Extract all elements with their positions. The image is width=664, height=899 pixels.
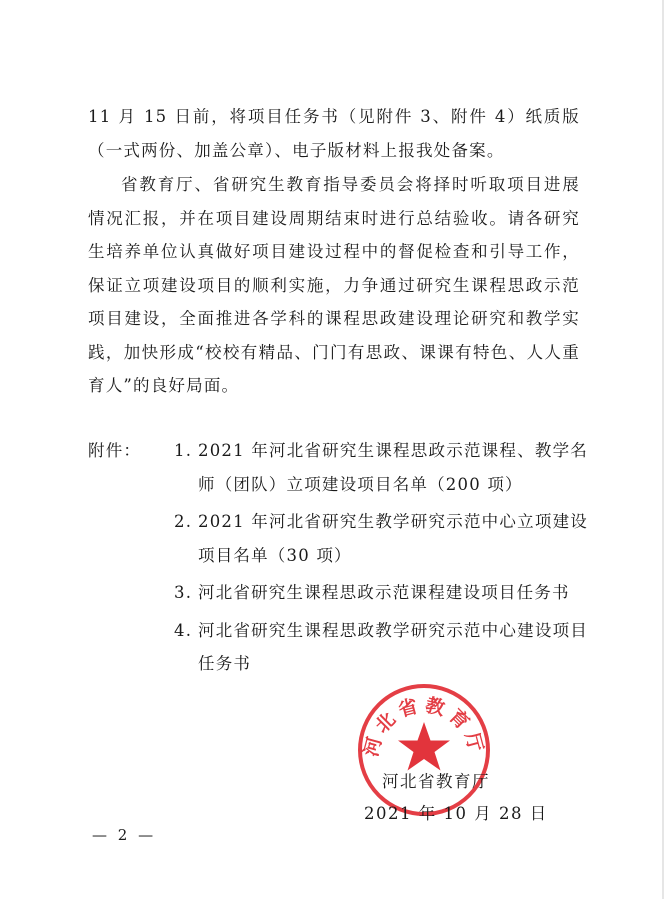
issue-date: 2021 年 10 月 28 日 xyxy=(364,804,548,823)
attachment-list xyxy=(88,434,588,681)
body-paragraph: 省教育厅、省研究生教育指导委员会将择时听取项目进展情况汇报，并在项目建设周期结束时进行总结验收。请各研究生培养单位认真做好项目建设过程中的督促检查和引导工作，保证立项建设项目的顺利实施，力争通过研究生课程思政示范项目建设，全面推进各学科的课程思政建设理论研究和教学实践，加快形成“校校有精品、门门有思政、课课有特色、人人重育人”的良好局面。 xyxy=(88,175,580,395)
issuing-authority: 河北省教育厅 xyxy=(382,772,490,791)
seal-star-icon xyxy=(398,722,450,771)
attachment-item xyxy=(88,505,588,572)
attachment-item xyxy=(88,434,588,501)
attachment-number: 2. xyxy=(174,512,193,531)
page-number: — 2 — xyxy=(92,826,157,844)
official-seal-stamp xyxy=(354,680,494,820)
attachment-text: 2021 年河北省研究生课程思政示范课程、教学名师（团队）立项建设项目名单（200 项） xyxy=(198,441,588,494)
svg-text:河北省教育厅: 河北省教育厅 xyxy=(360,694,488,759)
attachment-label: 附件： xyxy=(88,441,142,460)
attachment-number: 1. xyxy=(174,441,193,460)
attachment-text: 河北省研究生课程思政示范课程建设项目任务书 xyxy=(198,583,570,602)
attachment-item xyxy=(88,576,588,610)
attachment-number: 4. xyxy=(174,620,193,640)
attachment-text: 河北省研究生课程思政教学研究示范中心建设项目任务书 xyxy=(198,620,588,673)
attachment-number: 3. xyxy=(174,583,193,602)
body-paragraph: 11 月 15 日前，将项目任务书（见附件 3、附件 4）纸质版（一式两份、加盖公章）、电子版材料上报我处备案。 xyxy=(88,107,580,160)
attachment-text: 2021 年河北省研究生教学研究示范中心立项建设项目名单（30 项） xyxy=(198,512,588,565)
attachment-item xyxy=(88,614,588,681)
